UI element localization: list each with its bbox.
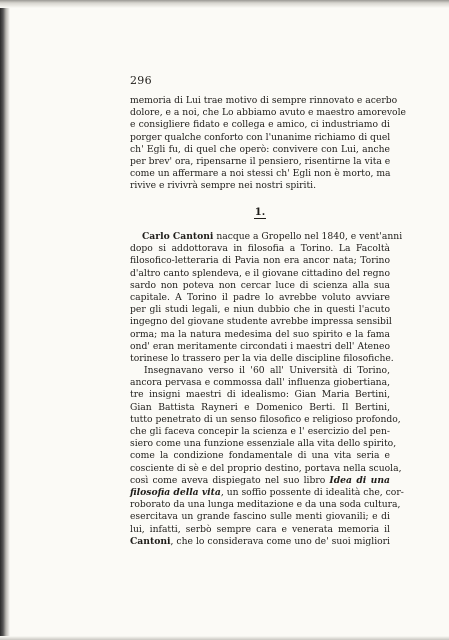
text-line: ch' Egli fu, di quel che operò: convivere con Lui, anche <box>130 143 390 155</box>
text-line: orma; ma la natura medesima del suo spirito e la fama <box>130 328 390 340</box>
text-line: sardo non poteva non cercar luce di scienza alla sua <box>130 279 390 291</box>
text-line: ingegno del giovane studente avrebbe impressa sensibil <box>130 316 392 328</box>
scan-bottom-edge <box>0 636 449 640</box>
text-line: rivive e rivivrà sempre nei nostri spiriti. <box>130 180 317 192</box>
text-line: dopo si addottorava in filosofia a Torino. La Facoltà <box>130 243 390 255</box>
text-line: Carlo Cantoni nacque a Gropello nel 1840, e vent'anni <box>142 231 403 242</box>
text-line: esercitava un grande fascino sulle menti giovanili; e di <box>130 511 390 523</box>
text-line: tutto penetrato di un senso filosofico e religioso profondo, <box>130 413 401 425</box>
person-name: Cantoni <box>130 535 171 547</box>
text-line: Insegnavano verso il '60 all' Università di Torino, <box>144 365 390 377</box>
text-line: e consigliere fidato e collega e amico, ci industriamo di <box>130 119 390 131</box>
text-line: come la condizione fondamentale di una vita seria e <box>130 450 390 462</box>
text-line: tre insigni maestri di idealismo: Gian Maria Bertini, <box>130 389 390 401</box>
text-line: porger qualche conforto con l'unanime richiamo di quel <box>130 131 391 143</box>
text-line: filosofia della vita, un soffio possente di idealità che, cor- <box>130 486 404 498</box>
text-line: d'altro canto splendeva, e il giovane cittadino del regno <box>130 267 390 279</box>
text-line: torinese lo trassero per la via delle discipline filosofiche. <box>130 352 394 364</box>
text-line: ancora pervasa e commossa dall' influenza giobertiana, <box>130 377 390 389</box>
text-line: lui, infatti, serbò sempre cara e venerata memoria il <box>130 523 390 535</box>
text-line: per gli studi legali, e niun dubbio che in questi l'acuto <box>130 304 390 316</box>
page-number: 296 <box>130 74 152 87</box>
text-line: per brev' ora, ripensarne il pensiero, risentirne la vita e <box>130 155 391 167</box>
text-line: roborato da una lunga meditazione e da una soda cultura, <box>130 499 401 511</box>
text-line: dolore, e a noi, che Lo abbiamo avuto e maestro amorevole <box>130 107 406 119</box>
text-line: Cantoni, che lo considerava come uno de' suoi migliori <box>130 535 390 547</box>
section-number: 1. <box>254 207 266 218</box>
text-line: che gli faceva concepir la scienza e l' esercizio del pen- <box>130 426 390 437</box>
text-line: cosciente di sè e del proprio destino, portava nella scuola, <box>130 462 402 474</box>
person-name: Carlo Cantoni <box>142 231 214 242</box>
text-line: Gian Battista Rayneri e Domenico Berti. Il Bertini, <box>130 401 390 413</box>
paragraph-intro <box>130 95 406 193</box>
book-title: filosofia della vita <box>130 486 221 498</box>
text-line: come un affermare a noi stessi ch' Egli non è morto, ma <box>130 168 391 180</box>
text-line: capitale. A Torino il padre lo avrebbe voluto avviare <box>130 291 390 303</box>
text-line: ond' eran meritamente circondati i maestri dell' Ateneo <box>130 340 390 352</box>
scan-left-edge <box>0 0 10 640</box>
text-line: siero come una funzione essenziale alla vita dello spirito, <box>130 438 397 450</box>
text-line: così come aveva dispiegato nel suo libro Idea di una <box>130 474 390 486</box>
paragraph-biography <box>130 231 404 548</box>
book-title: Idea di una <box>329 474 390 486</box>
text-line: memoria di Lui trae motivo di sempre rinnovato e acerbo <box>130 95 398 106</box>
section-heading <box>130 207 390 218</box>
text-line: filosofico-letteraria di Pavia non era ancor nata; Torino <box>130 255 390 267</box>
scan-top-edge <box>0 0 449 8</box>
